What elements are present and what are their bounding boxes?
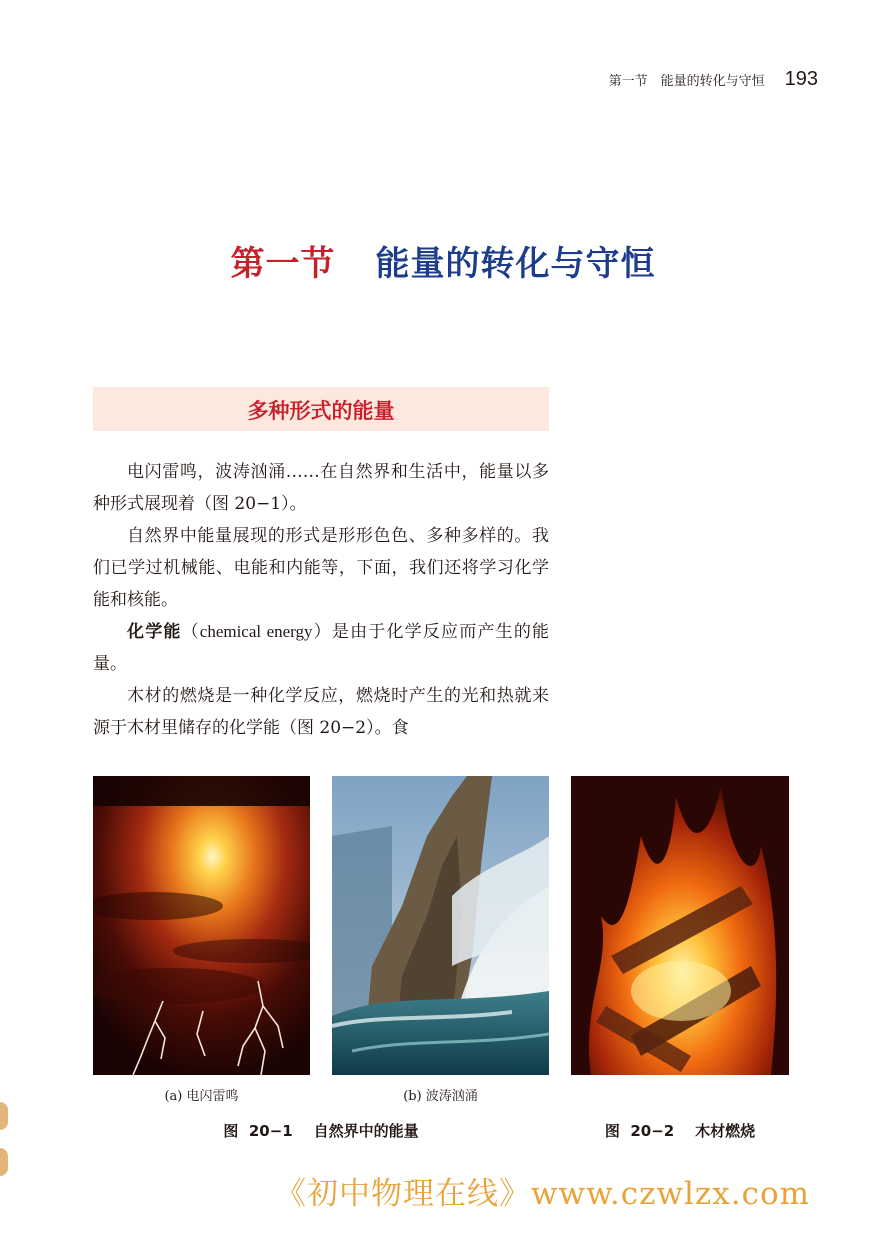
page-edge-mark	[0, 1148, 8, 1176]
lightning-photo	[93, 776, 310, 1075]
figure-20-2-caption: 图 20−2 木材燃烧	[604, 1122, 756, 1140]
body-text	[93, 456, 549, 744]
figure-20-1-caption: 图 20−1 自然界中的能量	[223, 1122, 419, 1140]
paragraph-4: 木材的燃烧是一种化学反应，燃烧时产生的光和热就来源于木材里储存的化学能（图 20−2）。食	[93, 686, 549, 738]
waves-photo	[332, 776, 549, 1075]
paragraph-3-rest: 是由于化学反应而产生的能量。	[93, 622, 550, 674]
subheading: 多种形式的能量	[247, 399, 395, 423]
watermark: 《初中物理在线》www.czwlzx.com	[275, 1176, 811, 1212]
header-section-title: 第一节 能量的转化与守恒	[608, 74, 765, 89]
paragraph-3	[93, 616, 549, 680]
paragraph-1: 电闪雷鸣，波涛汹涌……在自然界和生活中，能量以多种形式展现着（图 20−1）。	[93, 462, 549, 514]
lightning-image	[93, 776, 310, 1075]
subcaption-b: (b) 波涛汹涌	[403, 1089, 478, 1104]
page-edge-mark	[0, 1102, 8, 1130]
subcaption-a: (a) 电闪雷鸣	[164, 1089, 239, 1104]
section-title	[0, 236, 886, 285]
running-header	[609, 68, 818, 91]
section-name: 能量的转化与守恒	[375, 244, 656, 284]
waves-image	[332, 776, 549, 1075]
section-number: 第一节	[230, 244, 336, 284]
term-chemical-energy: 化学能	[127, 622, 182, 642]
page-number: 193	[784, 68, 818, 90]
term-english: （chemical energy）	[181, 622, 332, 641]
fire-image	[571, 776, 789, 1075]
fire-photo	[571, 776, 789, 1075]
paragraph-2: 自然界中能量展现的形式是形形色色、多种多样的。我们已学过机械能、电能和内能等，下面，我们还将学习化学能和核能。	[93, 526, 549, 610]
